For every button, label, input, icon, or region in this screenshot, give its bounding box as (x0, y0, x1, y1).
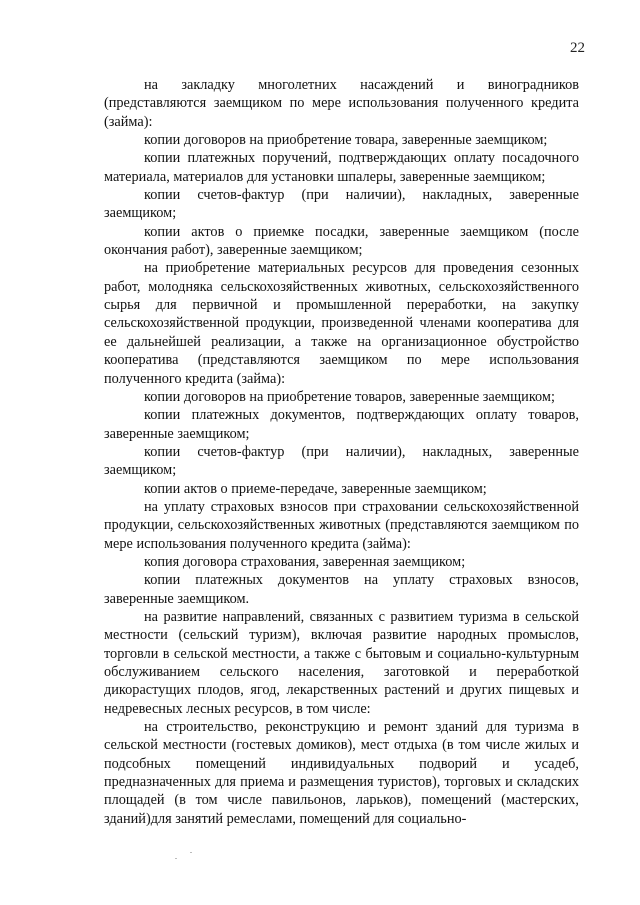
scan-speck (175, 858, 177, 859)
paragraph: копии счетов-фактур (при наличии), накладных, заверенные заемщиком; (104, 443, 579, 479)
paragraph: копии договоров на приобретение товаров, заверенные заемщиком; (144, 388, 555, 405)
paragraph: на приобретение материальных ресурсов для проведения сезонных работ, молодняка сельскохозяйственных животных, сельскохозяйственного сырья для первичной и промышленной переработки, на закупку сельскохозяйственной продукции, произведенной членами кооператива для ее дальнейшей реализации, а также на организационное обустройство кооператива (представляются заемщиком по мере использования полученного кредита (займа): (104, 260, 579, 387)
paragraph: копии платежных документов на уплату страховых взносов, заверенные заемщиком. (104, 572, 579, 607)
paragraph: копии платежных поручений, подтверждающих оплату посадочного материала, материалов для установки шпалеры, заверенные заемщиком; (104, 150, 579, 185)
paragraph: на уплату страховых взносов при страховании сельскохозяйственной продукции, сельскохозяйственных животных (представляются заемщиком по мере использования полученного кредита (займа): (104, 498, 579, 552)
body-text (104, 76, 579, 828)
scan-speck (190, 852, 192, 853)
paragraph: на развитие направлений, связанных с развитием туризма в сельской местности (сельский туризм), включая развитие народных промыслов, торговли в сельской местности, а также с бытовым и социально-культурным обслуживанием сельского населения, заготовкой и переработкой дикорастущих плодов, ягод, лекарственных растений и других пищевых и недревесных лесных ресурсов, в том числе: (104, 608, 579, 717)
page-number: 22 (570, 40, 585, 56)
paragraph: на строительство, реконструкцию и ремонт зданий для туризма в сельской местности (гостевых домиков), мест отдыха (в том числе жилых и подсобных помещений индивидуальных подворий и усадеб, предназначенных для приема и размещения туристов), торговых и складских площадей (в том числе павильонов, ларьков), помещений (мастерских, зданий)для занятий ремеслами, помещений для социально- (104, 719, 579, 827)
paragraph: копии актов о приеме-передаче, заверенные заемщиком; (144, 480, 487, 497)
paragraph: копии счетов-фактур (при наличии), накладных, заверенные заемщиком; (104, 187, 579, 222)
paragraph: копия договора страхования, заверенная заемщиком; (144, 553, 466, 570)
paragraph: копии договоров на приобретение товара, заверенные заемщиком; (144, 132, 548, 149)
paragraph: на закладку многолетних насаждений и виноградников (представляются заемщиком по мере использования полученного кредита (займа): (104, 77, 579, 130)
paragraph: копии актов о приемке посадки, заверенные заемщиком (после окончания работ), заверенные заемщиком; (104, 223, 579, 259)
paragraph: копии платежных документов, подтверждающих оплату товаров, заверенные заемщиком; (104, 407, 579, 442)
